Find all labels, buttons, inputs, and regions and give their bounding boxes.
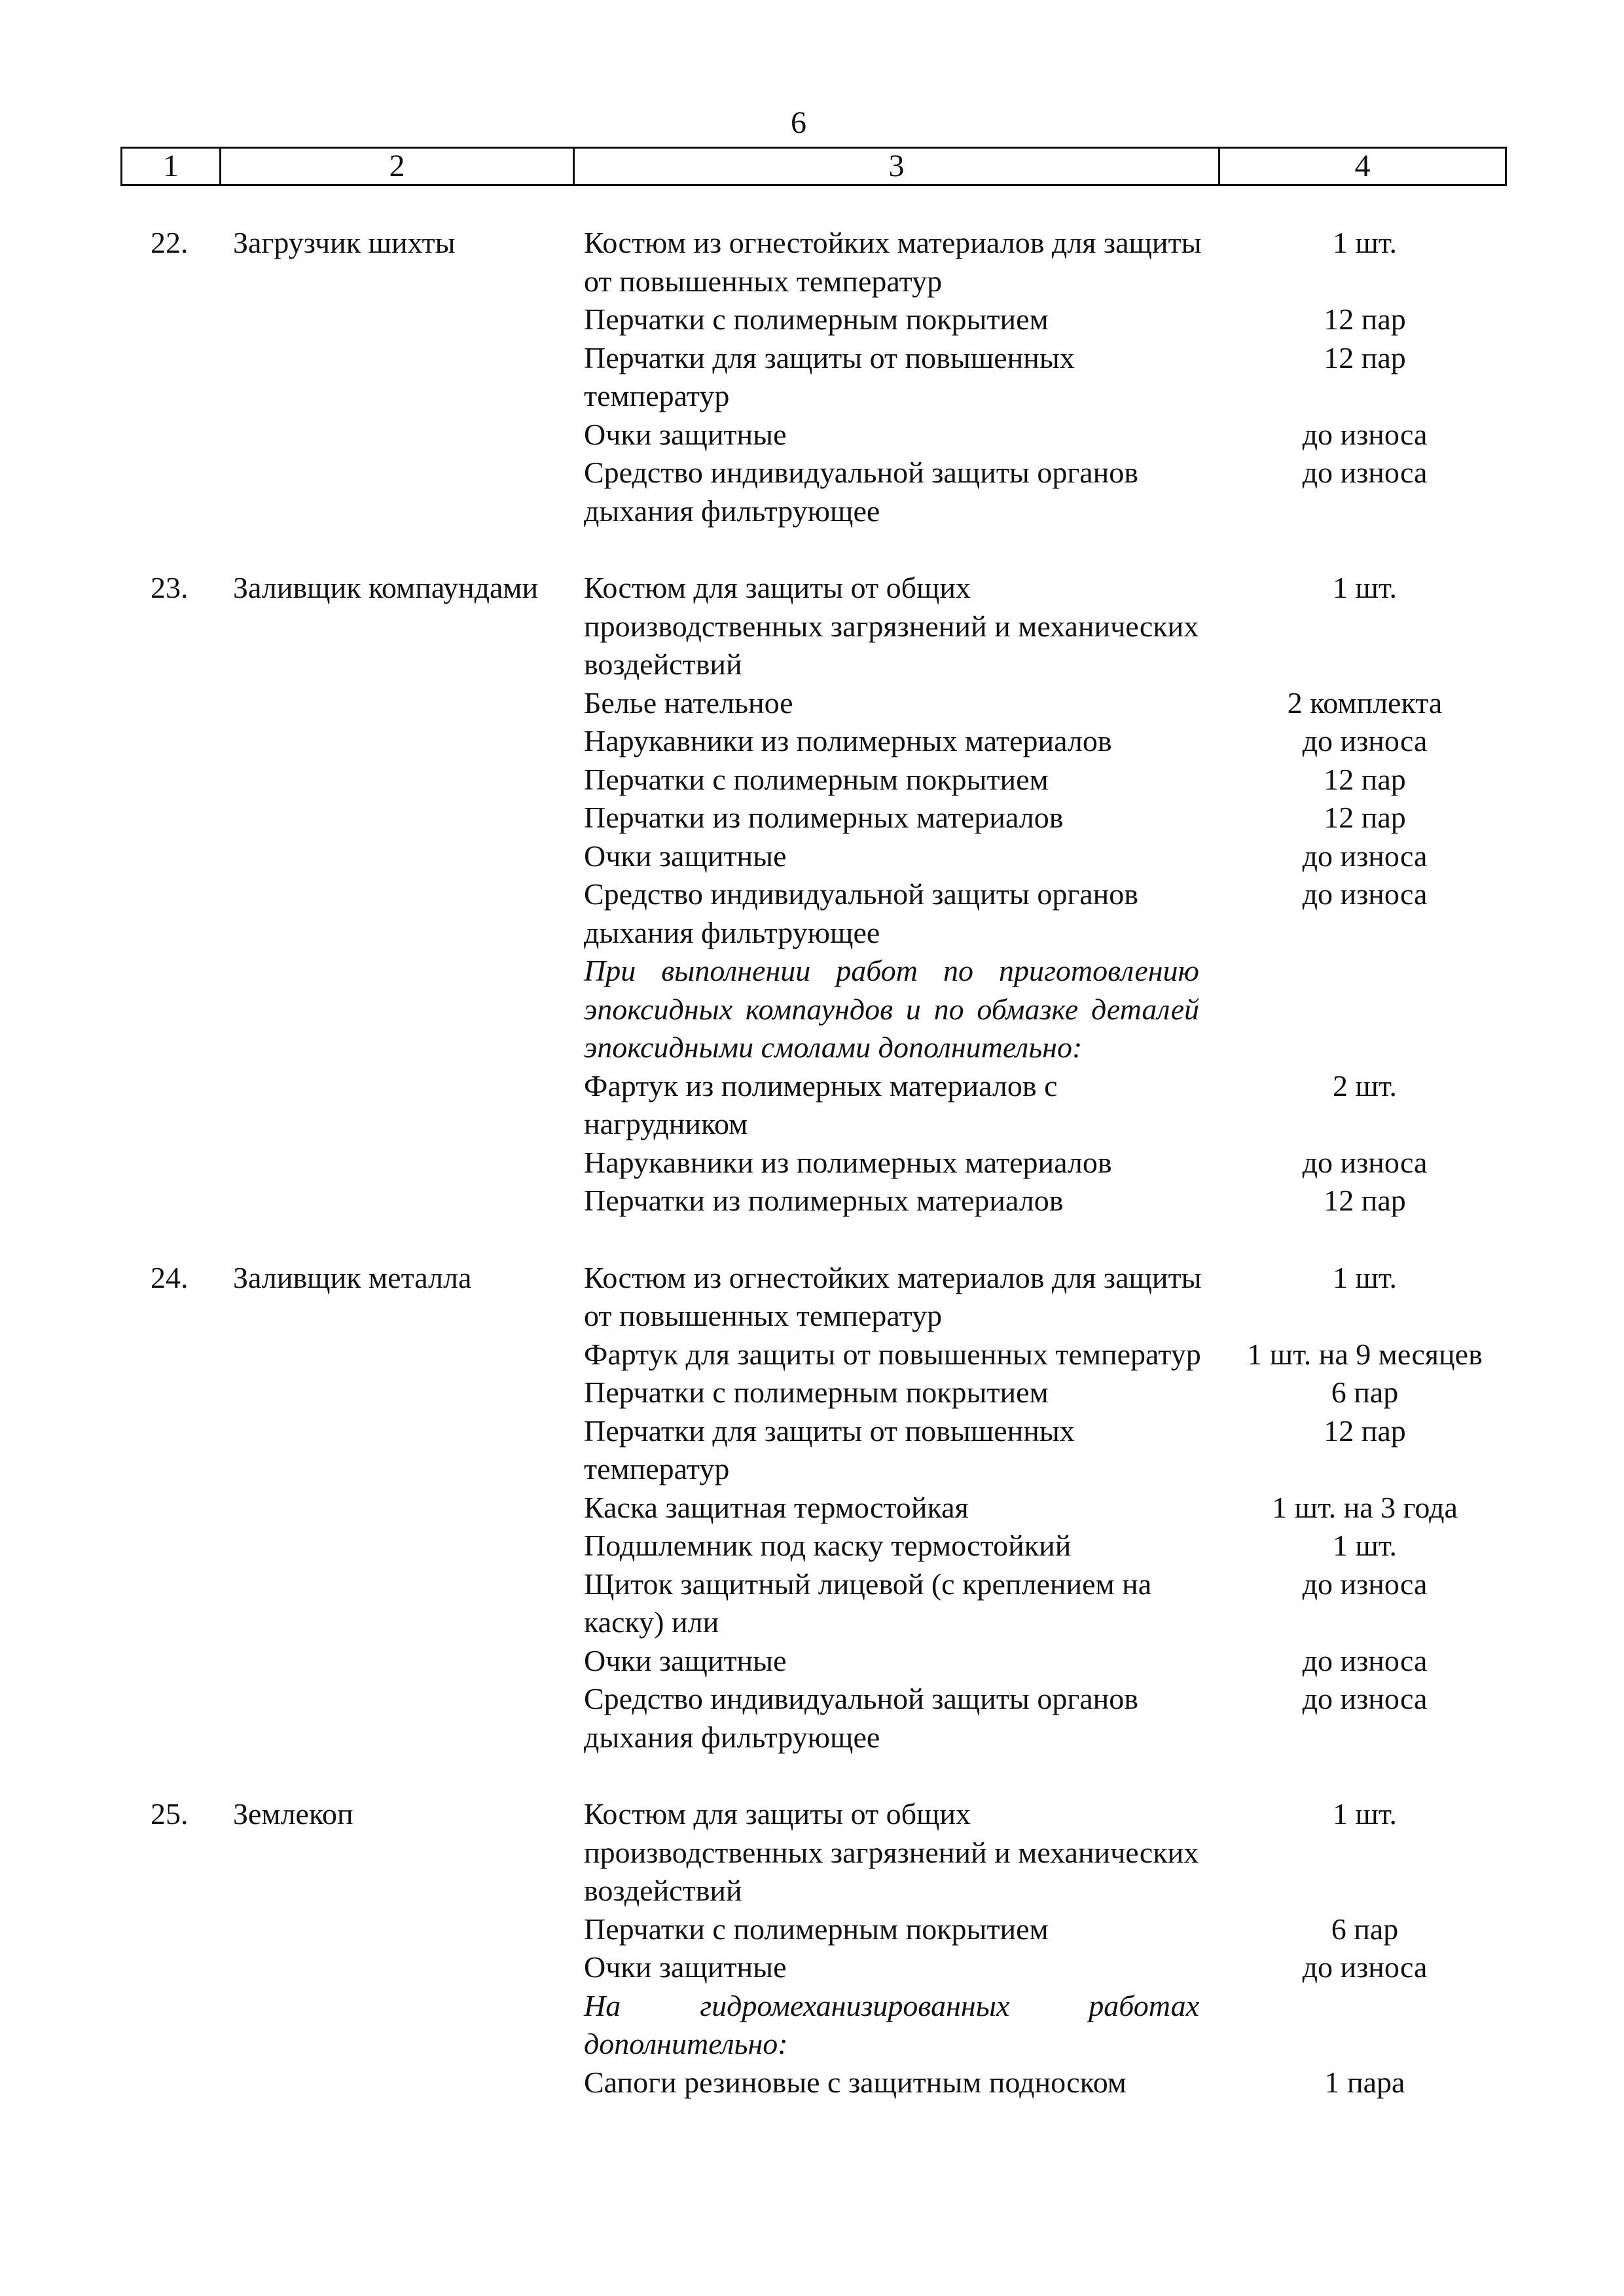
ppe-item-name: Нарукавники из полимерных материалов [584, 724, 1112, 757]
ppe-item-norm: 1 пара [1324, 2065, 1405, 2099]
profession-name: Заливщик металла [233, 1260, 472, 1294]
ppe-item-name: Перчатки с полимерным покрытием [584, 302, 1049, 336]
column-header-3: 3 [573, 149, 1218, 184]
ppe-item [577, 416, 1507, 454]
ppe-item-name: Сапоги резиновые с защитным подноском [584, 2065, 1127, 2099]
ppe-item [577, 1948, 1507, 1987]
ppe-item-name: Перчатки с полимерным покрытием [584, 762, 1049, 796]
row-number: 25. [151, 1797, 189, 1831]
conditional-note: На гидромеханизированных работах дополнительно: [584, 1988, 1199, 2060]
conditional-note: При выполнении работ по приготовлению эпоксидных компаундов и по обмазке деталей эпоксидными смолами дополнительно: [584, 954, 1199, 1064]
ppe-item [577, 224, 1507, 301]
ppe-item-name: Перчатки с полимерным покрытием [584, 1376, 1049, 1409]
ppe-item-name: Очки защитные [584, 417, 787, 451]
ppe-item-list [577, 1259, 1507, 1757]
ppe-item [577, 339, 1507, 416]
ppe-item [577, 684, 1507, 723]
ppe-item-norm: до износа [1302, 877, 1428, 911]
row-number: 24. [151, 1260, 189, 1294]
ppe-item [577, 1374, 1507, 1412]
ppe-item [577, 722, 1507, 761]
ppe-item-norm: до износа [1302, 1950, 1428, 1984]
column-header-row [120, 147, 1507, 186]
ppe-item-name: Средство индивидуальной защиты органов дыхания фильтрующее [584, 456, 1138, 528]
ppe-item [577, 1412, 1507, 1489]
ppe-item-list [577, 569, 1507, 1220]
ppe-item-list [577, 224, 1507, 530]
ppe-item [577, 1259, 1507, 1336]
ppe-item-norm: до износа [1302, 839, 1428, 873]
ppe-item [577, 1067, 1507, 1144]
ppe-item-norm: 2 шт. [1332, 1068, 1398, 1102]
row-number: 23. [151, 571, 189, 604]
column-header-2: 2 [219, 149, 573, 184]
ppe-item-name: Костюм для защиты от общих производственных загрязнений и механических воздействий [584, 571, 1199, 681]
ppe-item-norm: 1 шт. [1332, 226, 1398, 259]
column-header-1: 1 [163, 149, 179, 183]
ppe-item-norm: до износа [1302, 1682, 1428, 1715]
ppe-item [577, 1795, 1507, 1910]
ppe-item-list [577, 1795, 1507, 2102]
ppe-item-name: Очки защитные [584, 1643, 787, 1677]
ppe-item-norm: 12 пар [1324, 801, 1406, 834]
ppe-item-norm: 6 пар [1331, 1376, 1399, 1409]
ppe-item-name: Костюм для защиты от общих производственных загрязнений и механических воздействий [584, 1797, 1199, 1907]
ppe-item [577, 761, 1507, 799]
ppe-item-name: Перчатки для защиты от повышенных температур [584, 340, 1075, 412]
ppe-item-norm: 1 шт. на 9 месяцев [1247, 1337, 1483, 1371]
ppe-item [577, 1336, 1507, 1374]
ppe-item-norm: 1 шт. [1332, 1529, 1398, 1562]
ppe-item [577, 1565, 1507, 1642]
table-row [120, 1259, 1507, 1757]
ppe-item-name: Перчатки из полимерных материалов [584, 801, 1064, 834]
ppe-item-norm: 12 пар [1324, 1184, 1406, 1217]
ppe-item-name: Очки защитные [584, 1950, 787, 1984]
ppe-item-name: Нарукавники из полимерных материалов [584, 1145, 1112, 1179]
ppe-item-name: Перчатки для защиты от повышенных температур [584, 1413, 1075, 1485]
ppe-item-norm: до износа [1302, 1145, 1428, 1179]
ppe-item-name: Щиток защитный лицевой (с креплением на каску) или [584, 1567, 1152, 1639]
ppe-item [577, 1642, 1507, 1681]
row-number: 22. [151, 226, 189, 259]
ppe-item [577, 799, 1507, 837]
ppe-item-name: Фартук из полимерных материалов с нагрудником [584, 1068, 1058, 1140]
ppe-item [577, 2064, 1507, 2102]
ppe-item-name: Средство индивидуальной защиты органов дыхания фильтрующее [584, 1682, 1138, 1754]
ppe-item-name: Костюм из огнестойких материалов для защиты от повышенных температур [584, 226, 1202, 298]
ppe-item-name: Средство индивидуальной защиты органов дыхания фильтрующее [584, 877, 1138, 949]
ppe-item [577, 569, 1507, 684]
ppe-item-name: Подшлемник под каску термостойкий [584, 1529, 1072, 1562]
ppe-item-norm: до износа [1302, 1567, 1428, 1601]
ppe-item-norm: 12 пар [1324, 340, 1406, 374]
ppe-item-norm: 2 комплекта [1287, 685, 1443, 720]
ppe-item-name: Перчатки с полимерным покрытием [584, 1912, 1049, 1946]
ppe-table-body [120, 224, 1507, 2102]
ppe-item [577, 454, 1507, 530]
ppe-item-norm: 12 пар [1324, 1413, 1406, 1448]
ppe-item-norm: 12 пар [1324, 762, 1406, 796]
ppe-item-norm: 12 пар [1324, 302, 1406, 336]
ppe-item-name: Костюм из огнестойких материалов для защиты от повышенных температур [584, 1260, 1202, 1332]
ppe-item [577, 1489, 1507, 1527]
ppe-item-norm: до износа [1302, 417, 1428, 451]
ppe-item-name: Фартук для защиты от повышенных температур [584, 1337, 1201, 1371]
table-row [120, 224, 1507, 530]
ppe-item-norm: до износа [1302, 724, 1428, 757]
ppe-item-norm: до износа [1302, 456, 1428, 489]
ppe-item-norm: 1 шт. [1332, 571, 1398, 604]
table-row [120, 569, 1507, 1220]
ppe-item [577, 875, 1507, 952]
ppe-item-name: Белье нательное [584, 685, 793, 720]
ppe-item-norm: до износа [1302, 1643, 1428, 1677]
column-header-4: 4 [1218, 149, 1505, 184]
ppe-item-name: Очки защитные [584, 839, 787, 873]
page-number: 6 [791, 105, 806, 140]
ppe-item-norm: 1 шт. [1332, 1260, 1398, 1294]
table-row [120, 1795, 1507, 2102]
ppe-item-name: Каска защитная термостойкая [584, 1490, 969, 1524]
ppe-item [577, 1680, 1507, 1757]
ppe-item-name: Перчатки из полимерных материалов [584, 1184, 1064, 1217]
ppe-item-norm: 1 шт. [1332, 1797, 1398, 1831]
ppe-item-norm: 6 пар [1331, 1912, 1399, 1946]
ppe-item-norm: 1 шт. на 3 года [1272, 1490, 1458, 1524]
profession-name: Заливщик компаундами [233, 571, 539, 604]
profession-name: Землекоп [233, 1797, 353, 1831]
ppe-item [577, 1527, 1507, 1565]
ppe-item [577, 1182, 1507, 1220]
ppe-item [577, 1910, 1507, 1949]
ppe-item [577, 837, 1507, 876]
ppe-item [577, 301, 1507, 339]
ppe-item [577, 1144, 1507, 1182]
profession-name: Загрузчик шихты [233, 226, 456, 259]
